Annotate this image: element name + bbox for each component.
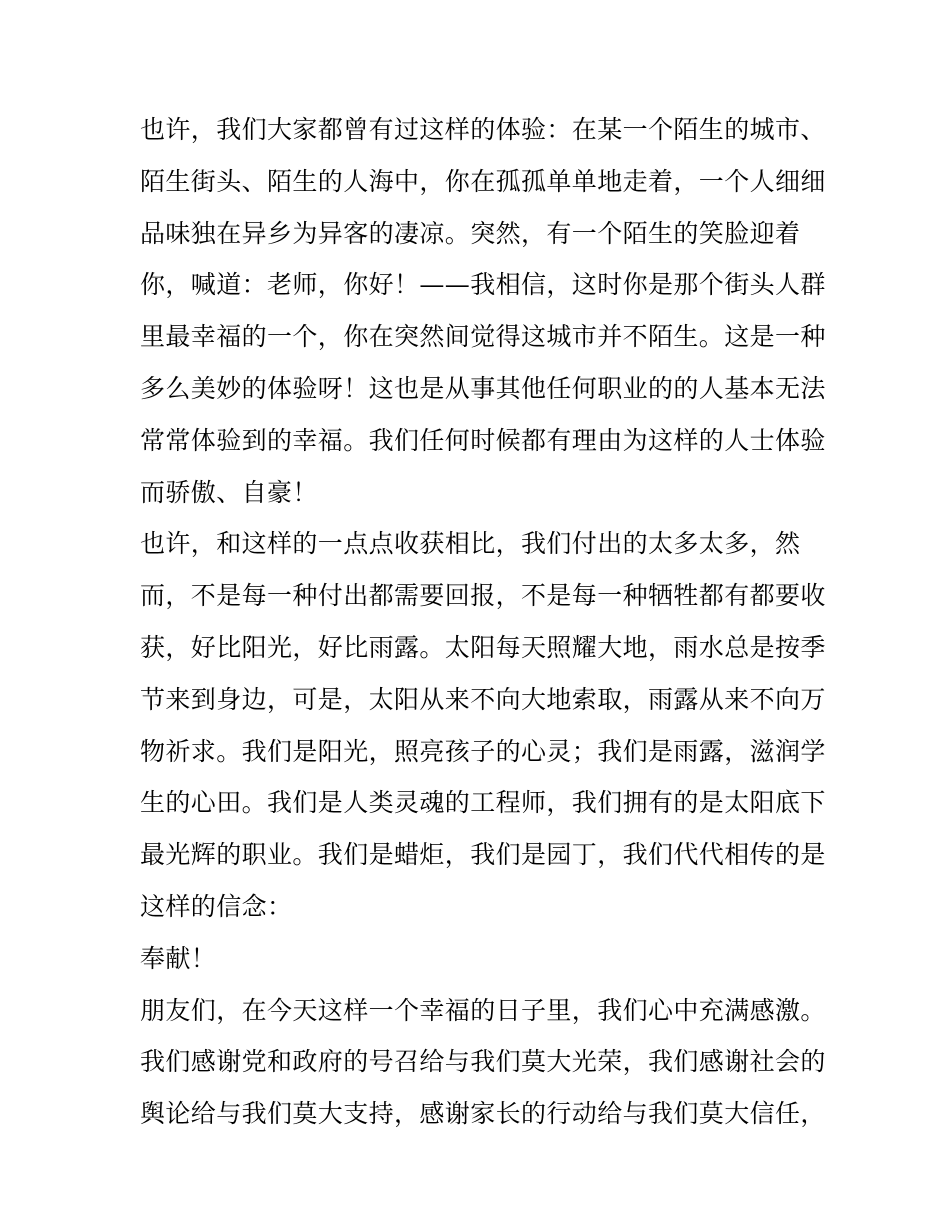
text-line: 物祈求。我们是阳光，照亮孩子的心灵；我们是雨露，滋润学 [140, 736, 826, 766]
text-line: 舆论给与我们莫大支持，感谢家长的行动给与我们莫大信任， [140, 1099, 826, 1129]
text-line: 获，好比阳光，好比雨露。太阳每天照耀大地，雨水总是按季 [140, 632, 826, 662]
text-line: 你，喊道：老师，你好！——我相信，这时你是那个街头人群 [140, 270, 826, 300]
body-text [140, 104, 826, 1140]
text-line: 生的心田。我们是人类灵魂的工程师，我们拥有的是太阳底下 [140, 788, 826, 818]
text-line: 而骄傲、自豪！ [140, 477, 318, 507]
text-line: 陌生街头、陌生的人海中，你在孤孤单单地走着，一个人细细 [140, 166, 826, 196]
text-line: 也许，我们大家都曾有过这样的体验：在某一个陌生的城市、 [140, 115, 826, 144]
text-line: 里最幸福的一个，你在突然间觉得这城市并不陌生。这是一种 [140, 322, 826, 352]
text-line: 最光辉的职业。我们是蜡炬，我们是园丁，我们代代相传的是 [140, 840, 826, 870]
text-line: 这样的信念： [140, 891, 293, 921]
text-line: 朋友们，在今天这样一个幸福的日子里，我们心中充满感激。 [140, 995, 826, 1025]
text-line: 也许，和这样的一点点收获相比，我们付出的太多太多，然 [140, 529, 801, 559]
text-line: 多么美妙的体验呀！这也是从事其他任何职业的的人基本无法 [140, 373, 826, 403]
text-line: 品味独在异乡为异客的凄凉。突然，有一个陌生的笑脸迎着 [140, 218, 801, 248]
text-line: 而，不是每一种付出都需要回报，不是每一种牺牲都有都要收 [140, 581, 826, 611]
text-line: 奉献！ [140, 943, 217, 973]
text-line: 常常体验到的幸福。我们任何时候都有理由为这样的人士体验 [140, 425, 826, 455]
text-line: 节来到身边，可是，太阳从来不向大地索取，雨露从来不向万 [140, 684, 826, 714]
text-line: 我们感谢党和政府的号召给与我们莫大光荣，我们感谢社会的 [140, 1047, 826, 1077]
